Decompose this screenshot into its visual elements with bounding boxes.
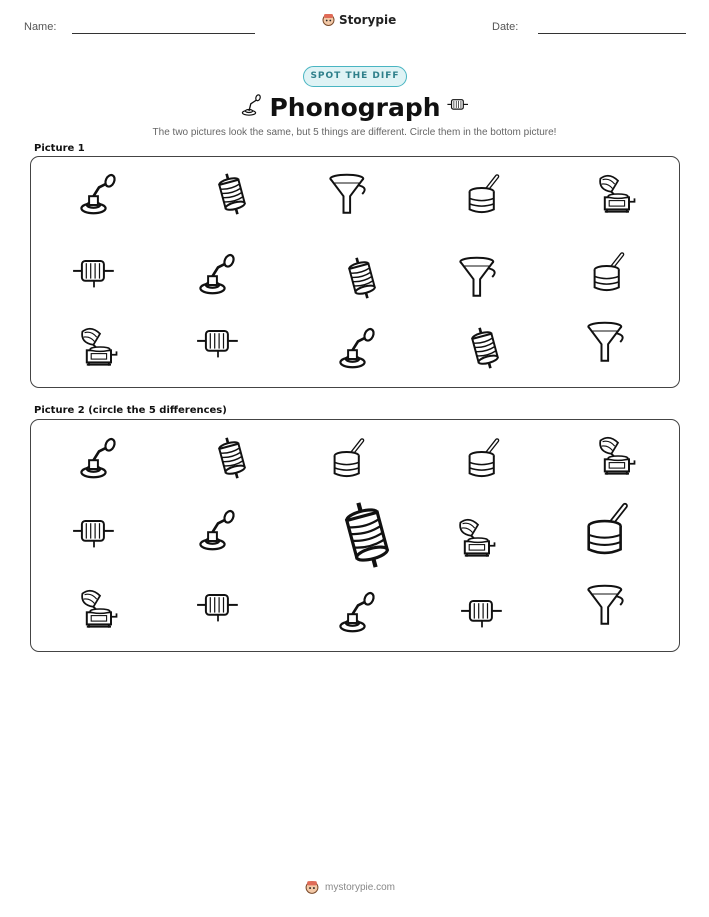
footer — [305, 880, 395, 895]
mixing-bowl-icon — [463, 172, 507, 216]
roller-icon — [72, 250, 116, 294]
mixing-bowl-icon[interactable] — [328, 436, 372, 480]
roller-icon[interactable] — [460, 590, 504, 634]
name-label: Name: — [24, 21, 57, 33]
gramophone-icon — [78, 325, 122, 369]
funnel-icon[interactable] — [585, 583, 629, 627]
date-label: Date: — [492, 21, 519, 33]
page-title: Phonograph — [269, 93, 441, 122]
lever-icon[interactable] — [196, 508, 240, 552]
mixing-bowl-icon[interactable] — [463, 436, 507, 480]
brand-logo — [322, 13, 396, 27]
storypie-mascot-icon — [305, 880, 319, 895]
gramophone-icon — [596, 172, 640, 216]
lever-icon[interactable] — [77, 436, 121, 480]
mixing-bowl-icon[interactable] — [580, 500, 638, 558]
spool-icon — [340, 256, 384, 300]
spot-the-diff-badge: SPOT THE DIFF — [303, 66, 407, 87]
spool-icon — [210, 172, 254, 216]
instructions-text: The two pictures look the same, but 5 things are different. Circle them in the bottom picture! — [152, 127, 557, 138]
spool-icon — [463, 326, 507, 370]
lever-icon — [196, 252, 240, 296]
lever-icon — [336, 326, 380, 370]
spool-icon[interactable] — [210, 436, 254, 480]
storypie-mascot-icon — [322, 13, 335, 27]
date-line[interactable] — [538, 33, 686, 34]
footer-url[interactable]: mystorypie.com — [325, 882, 396, 893]
name-line[interactable] — [72, 33, 255, 34]
picture-1-label: Picture 1 — [34, 143, 85, 154]
roller-icon[interactable] — [196, 584, 240, 628]
gramophone-icon[interactable] — [596, 434, 640, 478]
spool-icon[interactable] — [332, 500, 402, 570]
gramophone-icon[interactable] — [456, 516, 500, 560]
lever-icon — [77, 172, 121, 216]
roller-icon — [196, 320, 240, 364]
picture-2-label: Picture 2 (circle the 5 differences) — [34, 405, 227, 416]
mixing-bowl-icon — [588, 250, 632, 294]
funnel-icon — [585, 320, 629, 364]
brand-name: Storypie — [339, 13, 397, 27]
funnel-icon — [327, 172, 371, 216]
roller-icon — [446, 95, 470, 115]
lever-icon[interactable] — [336, 590, 380, 634]
funnel-icon — [457, 255, 501, 299]
roller-icon[interactable] — [72, 510, 116, 554]
gramophone-icon[interactable] — [78, 587, 122, 631]
